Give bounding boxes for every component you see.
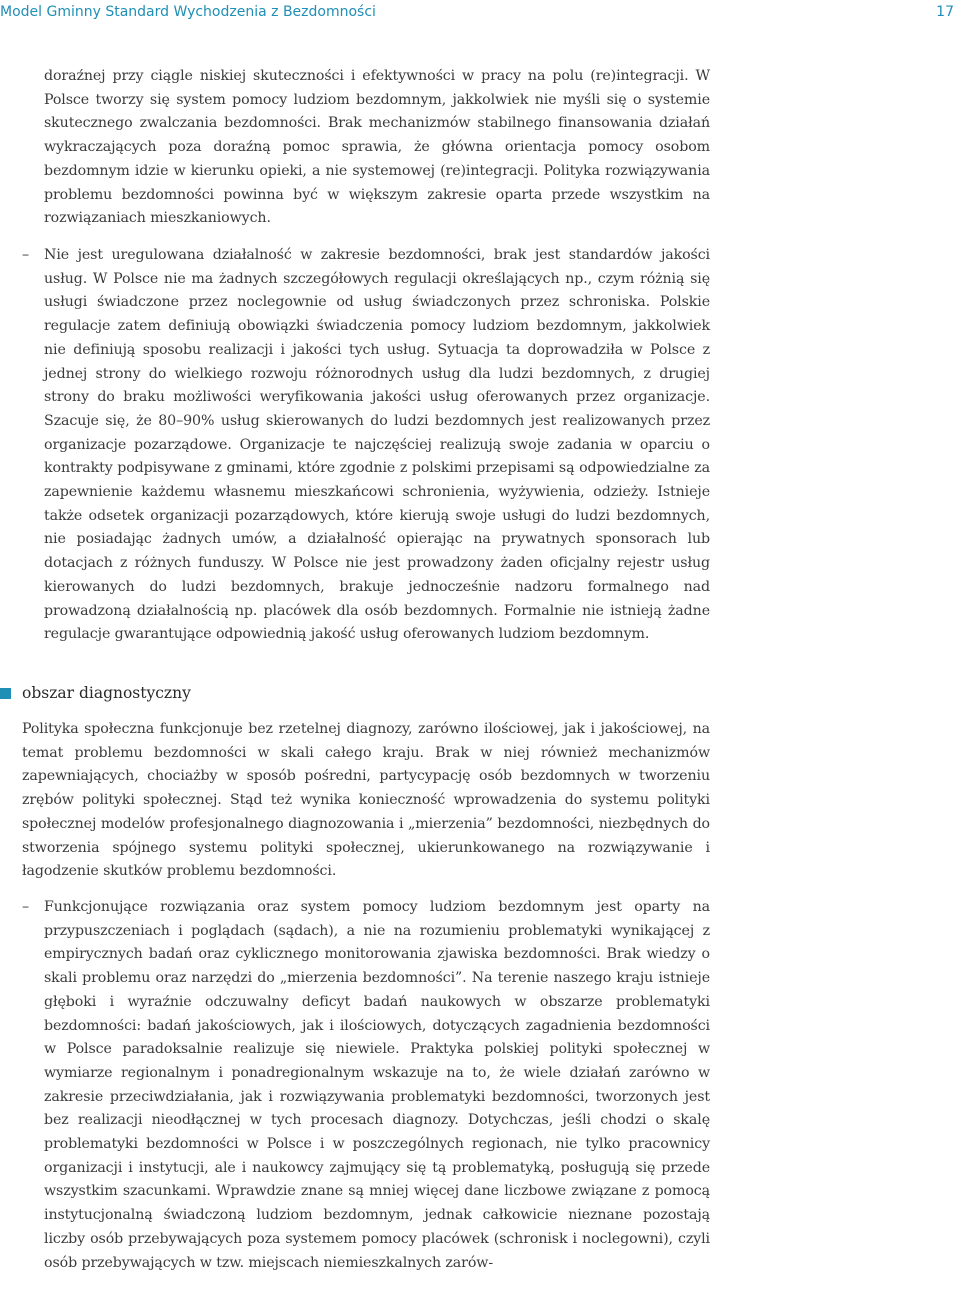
section-bullet-square bbox=[0, 688, 11, 699]
page-number: 17 bbox=[936, 4, 954, 20]
running-header-title: Model Gminny Standard Wychodzenia z Bezdomności bbox=[0, 4, 376, 20]
paragraph-intro-continuation: doraźnej przy ciągle niskiej skuteczności i efektywności w pracy na polu (re)integracji. W Polsce tworzy się system pomocy ludziom bezdomnym, jakkolwiek nie myśli się o systemie skutecznego zwalczania bezdomności. Brak mechanizmów stabilnego finansowania działań wykraczających poza doraźną pomoc sprawia, że główna orientacja pomocy osobom bezdomnym idzie w kierunku opieki, a nie systemowej (re)integracji. Polityka rozwiązywania problemu bezdomności powinna być w większym zakresie oparta przede wszystkim na rozwiązaniach mieszkaniowych. bbox=[44, 68, 710, 227]
paragraph-research-deficit: Funkcjonujące rozwiązania oraz system pomocy ludziom bezdomnym jest oparty na przypuszczeniach i poglądach (sądach), a nie na rozumieniu problematyki wynikającej z empirycznych badań oraz cyklicznego monitorowania zjawiska bezdomności. Brak wiedzy o skali problemu oraz narzędzi do „mierzenia bezdomności”. Na terenie naszego kraju istnieje głęboki i wyraźnie odczuwalny deficyt badań naukowych w obszarze problematyki bezdomności: badań jakościowych, jak i ilościowych, dotyczących zagadnienia bezdomności w Polsce paradoksalnie realizuje się niewiele. Praktyka polskiej polityki społecznej w wymiarze regionalnym i ponadregionalnym wskazuje na to, że wiele działań zarówno w zakresie przeciwdziałania, jak i rozwiązywania problematyki bezdomności, tworzonych jest bez realizacji nieodłącznej w tych procesach diagnozy. Dotychczas, jeśli chodzi o skalę problematyki bezdomności w Polsce i w poszczególnych regionach, nie tylko pracownicy organizacji i instytucji, ale i naukowcy zajmujący się tą problematyką, posługują się przede wszystkim szacunkami. Wprawdzie znane są mniej więcej dane liczbowe związane z pomocą instytucjonalną świadczoną ludziom bezdomnym, jednak całkowicie nieznane pozostają liczby osób przebywających poza systemem pomocy placówek (schronisk i noclegowni), czyli osób przebywających w tzw. miejscach niemieszkalnych zarów- bbox=[44, 899, 710, 1271]
dash-bullet: – bbox=[22, 247, 30, 263]
dash-bullet: – bbox=[22, 899, 30, 915]
paragraph-diagnostic-area: Polityka społeczna funkcjonuje bez rzetelnej diagnozy, zarówno ilościowej, jak i jakościowej, na temat problemu bezdomności w skali całego kraju. Brak w niej również mechanizmów zapewniających, chociażby w sposób pośredni, partycypację osób bezdomnych w tworzeniu zrębów polityki społecznej. Stąd też wynika konieczność wprowadzenia do systemu polityki społecznej modelów profesjonalnego diagnozowania i „mierzenia” bezdomności, niezbędnych do stworzenia spójnego systemu polityki społecznej, ukierunkowanego na rozwiązywanie i łagodzenie skutków problemu bezdomności. bbox=[22, 721, 710, 880]
paragraph-services-regulation: Nie jest uregulowana działalność w zakresie bezdomności, brak jest standardów jakości usług. W Polsce nie ma żadnych szczegółowych regulacji określających np., czym różnią się usługi świadczone przez noclegownie od usług świadczonych przez schroniska. Polskie regulacje zatem definiują obowiązki świadczenia pomocy ludziom bezdomnym, jakkolwiek nie definiują sposobu realizacji i jakości tych usług. Sytuacja ta doprowadziła w Polsce z jednej strony do wielkiego rozwoju różnorodnych usług dla ludzi bezdomnych, z drugiej strony do braku możliwości weryfikowania jakości usług oferowanych przez organizacje. Szacuje się, że 80–90% usług skierowanych do ludzi bezdomnych jest realizowanych przez organizacje pozarządowe. Organizacje te najczęściej realizują swoje zadania w oparciu o kontrakty podpisywane z gminami, które zgodnie z polskimi przepisami są odpowiedzialne za zapewnienie każdemu własnemu mieszkańcowi schronienia, wyżywienia, odzieży. Istnieje także odsetek organizacji pozarządowych, które kierują swoje usługi do ludzi bezdomnych, nie posiadając żadnych umów, a działalność opierając na prywatnych sponsorach lub dotacjach z różnych funduszy. W Polsce nie jest prowadzony żaden oficjalny rejestr usług kierowanych do ludzi bezdomnych, brakuje jednocześnie nadzoru formalnego nad prowadzoną działalnością np. placówek dla osób bezdomnych. Formalnie nie istnieją żadne regulacje gwarantujące odpowiednią jakość usług oferowanych ludziom bezdomnym. bbox=[44, 247, 710, 643]
section-heading: obszar diagnostyczny bbox=[22, 684, 191, 702]
